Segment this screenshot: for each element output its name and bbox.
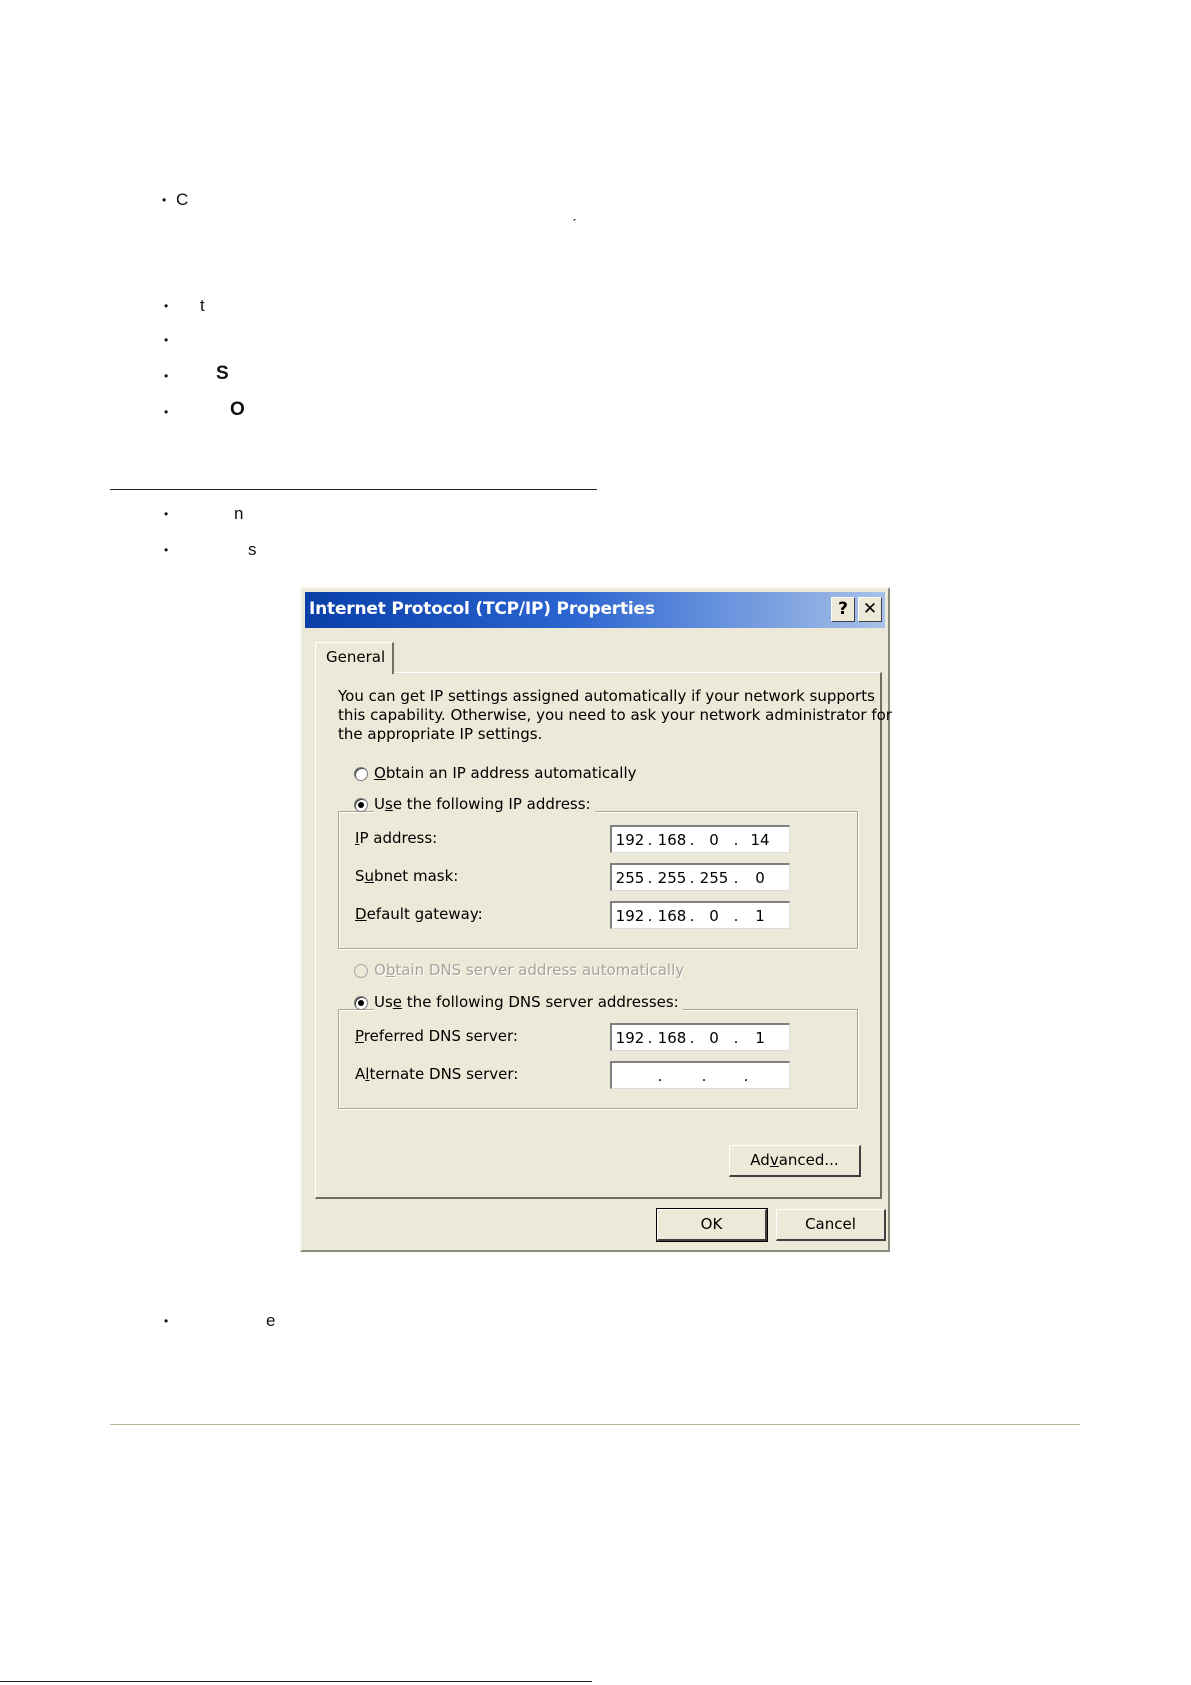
doc-fragment-n: n: [234, 504, 244, 523]
doc-fragment-o-bold: O: [230, 399, 245, 420]
subnet-mask-input[interactable]: 255 . 255 . 255 . 0: [610, 863, 790, 891]
bullet: •: [164, 405, 169, 419]
description-line: the appropriate IP settings.: [338, 725, 543, 743]
bullet: •: [164, 299, 169, 313]
section-divider: [110, 489, 597, 490]
obtain-ip-auto-radio[interactable]: [354, 767, 368, 781]
obtain-dns-auto-radio[interactable]: [354, 964, 368, 978]
subnet-mask-label: Subnet mask:: [355, 867, 459, 885]
preferred-dns-label: Preferred DNS server:: [355, 1027, 518, 1045]
footer-divider: [110, 1424, 1080, 1425]
help-icon: ?: [838, 599, 848, 619]
bullet: •: [164, 369, 169, 383]
use-following-ip-label[interactable]: Use the following IP address:: [374, 795, 595, 814]
close-button[interactable]: [858, 597, 882, 622]
use-following-ip-radio[interactable]: [354, 798, 368, 812]
use-following-dns-radio[interactable]: [354, 996, 368, 1010]
doc-fragment-s-bold: S: [216, 363, 229, 384]
help-button[interactable]: [831, 597, 855, 622]
close-icon: ✕: [862, 599, 878, 619]
ip-address-label: IP address:: [355, 829, 438, 847]
preferred-dns-input[interactable]: 192 . 168 . 0 . 1: [610, 1023, 790, 1051]
ok-button[interactable]: OK: [657, 1209, 767, 1241]
obtain-dns-auto-label[interactable]: Obtain DNS server address automatically: [374, 961, 688, 980]
dialog-title: Internet Protocol (TCP/IP) Properties: [309, 599, 655, 619]
use-following-dns-label[interactable]: Use the following DNS server addresses:: [374, 993, 683, 1012]
cancel-button[interactable]: Cancel: [776, 1209, 886, 1241]
doc-fragment-c: C: [176, 190, 189, 209]
default-gateway-input[interactable]: 192 . 168 . 0 . 1: [610, 901, 790, 929]
bullet: •: [164, 1314, 169, 1328]
doc-fragment-accent: ˊ: [572, 216, 577, 232]
ip-address-input[interactable]: 192 . 168 . 0 . 14: [610, 825, 790, 853]
obtain-ip-auto-label[interactable]: Obtain an IP address automatically: [374, 764, 641, 783]
bullet: •: [164, 543, 169, 557]
description-line: this capability. Otherwise, you need to ask your network administrator for: [338, 706, 892, 724]
doc-fragment-e: e: [266, 1311, 276, 1330]
tab-general-label: General: [326, 648, 386, 666]
bullet: •: [164, 333, 169, 347]
default-gateway-label: Default gateway:: [355, 905, 483, 923]
bullet: •: [162, 193, 167, 207]
doc-fragment-t: t: [200, 296, 205, 315]
alternate-dns-label: Alternate DNS server:: [355, 1065, 519, 1083]
bullet: •: [164, 507, 169, 521]
title-bar[interactable]: [305, 592, 885, 628]
tcpip-properties-dialog: [300, 587, 890, 1252]
bottom-divider: [0, 1681, 592, 1682]
tab-general[interactable]: [315, 642, 394, 674]
description-text: [338, 687, 892, 744]
doc-fragment-s: s: [248, 540, 257, 559]
advanced-button[interactable]: Advanced...: [729, 1145, 861, 1177]
alternate-dns-input[interactable]: . . .: [610, 1061, 790, 1089]
description-line: You can get IP settings assigned automatically if your network supports: [338, 687, 875, 705]
